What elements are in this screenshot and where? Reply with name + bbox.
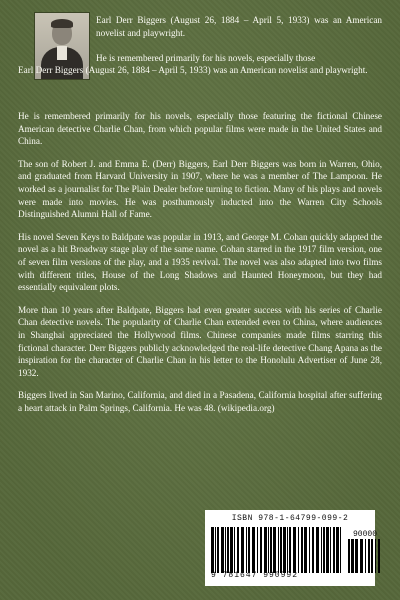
barcode-bar <box>371 539 374 573</box>
barcode-bar <box>280 527 282 573</box>
barcode-bar <box>257 527 258 573</box>
barcode-bar <box>356 539 358 573</box>
price-code: 90000 <box>352 530 377 539</box>
barcode-bar <box>333 527 335 573</box>
barcode-bar <box>293 527 296 573</box>
barcode-bar <box>351 539 354 573</box>
barcode-bar <box>304 527 307 573</box>
barcode-bar <box>225 527 226 573</box>
barcode-bar <box>217 527 219 573</box>
barcode-bar <box>227 527 229 573</box>
barcode-bar <box>368 539 370 573</box>
bio-intro: Earl Derr Biggers (August 26, 1884 – April 5, 1933) was an American novelist and playwright. <box>96 15 382 38</box>
barcode-bar <box>301 527 303 573</box>
barcode-bar <box>230 527 233 573</box>
barcode-bar <box>234 527 235 573</box>
price-addon <box>348 530 382 573</box>
barcode-bar <box>355 539 356 573</box>
barcode-bar <box>264 527 267 573</box>
barcode-bar <box>287 527 288 573</box>
barcode-bar <box>365 539 366 573</box>
barcode-bar <box>336 527 339 573</box>
bio-remembered-short: He is remembered primarily for his novels, especially those <box>96 53 316 63</box>
bio-death: Biggers lived in San Marino, California, and died in a Pasadena, California hospital after suffering a heart attack in Palm Springs, California. He was 48. (wikipedia.org) <box>18 390 382 413</box>
barcode-bar <box>246 527 247 573</box>
barcode-bar <box>340 527 341 573</box>
barcode-bar <box>378 539 380 573</box>
barcode-bar <box>260 527 262 573</box>
addon-bars <box>348 539 382 573</box>
bio-remembered-short-cont: Earl Derr Biggers (August 26, 1884 – April 5, 1933) was an American novelist and playwright. <box>18 65 368 75</box>
barcode-bar <box>321 527 322 573</box>
portrait-hair <box>51 19 73 28</box>
barcode-bar <box>270 527 272 573</box>
bio-baldpate: His novel Seven Keys to Baldpate was popular in 1913, and George M. Cohan quickly adapted the novel as a hit Broadway stage play of the same name. Cohan starred in the 1917 film version, one of seven film versions of the play, and a 1935 revival. The novel was also adapted into two films with different titles, House of the Long Shadows and Haunted Honeymoon, but they had essentially equivalent plots. <box>18 231 382 293</box>
barcode-bar <box>348 539 350 573</box>
portrait-collar <box>57 46 67 60</box>
barcode-bar <box>298 527 299 573</box>
barcode-bar <box>326 527 329 573</box>
barcode-bar <box>273 527 276 573</box>
barcode-bar <box>268 527 269 573</box>
barcode-bar <box>323 527 325 573</box>
barcode-bar <box>312 527 314 573</box>
barcode-bar <box>316 527 319 573</box>
isbn-barcode <box>205 510 375 586</box>
barcode-bars <box>211 525 377 573</box>
barcode-digits: 9 781647 990992 <box>211 571 299 580</box>
barcode-bar <box>278 527 279 573</box>
bio-body <box>18 110 382 424</box>
barcode-bar <box>211 527 214 573</box>
barcode-bar <box>252 527 255 573</box>
isbn-label: ISBN 978-1-64799-099-2 <box>231 514 349 523</box>
barcode-bar <box>215 527 216 573</box>
barcode-bar <box>241 527 244 573</box>
ean-bars <box>211 527 342 573</box>
bio-charlie-chan: More than 10 years after Baldpate, Biggers had even greater success with his series of Charlie Chan detective novels. The popularity of Charlie Chan extended even to China, where audiences in Shanghai appreciated the Hollywood films. Chinese companies made films starring this fictional character. Derr Biggers publicly acknowledged the real-life detective Chang Apana as the inspiration for the character of Charlie Chan in his letter to the Honolulu Advertiser of June 28, 1932. <box>18 304 382 378</box>
barcode-bar <box>248 527 250 573</box>
barcode-bar <box>237 527 239 573</box>
barcode-bar <box>283 527 286 573</box>
barcode-bar <box>375 539 376 573</box>
barcode-bar <box>221 527 224 573</box>
barcode-bar <box>309 527 310 573</box>
barcode-bar <box>330 527 331 573</box>
barcode-bar <box>360 539 363 573</box>
bio-remembered-full: He is remembered primarily for his novels, especially those featuring the fictional Chinese American detective Charlie Chan, from which popular films were made in the United States and China. <box>18 111 382 147</box>
bio-early-life: The son of Robert J. and Emma E. (Derr) Biggers, Earl Derr Biggers was born in Warren, Ohio, and graduated from Harvard University in 1907, where he was a member of The Lampoon. He worked as a journalist for The Plain Dealer before turning to fiction. Many of his plays and novels were made into movies. He was posthumously inducted into the Warren City Schools Distinguished Alumni Hall of Fame. <box>18 158 382 220</box>
barcode-bar <box>289 527 291 573</box>
